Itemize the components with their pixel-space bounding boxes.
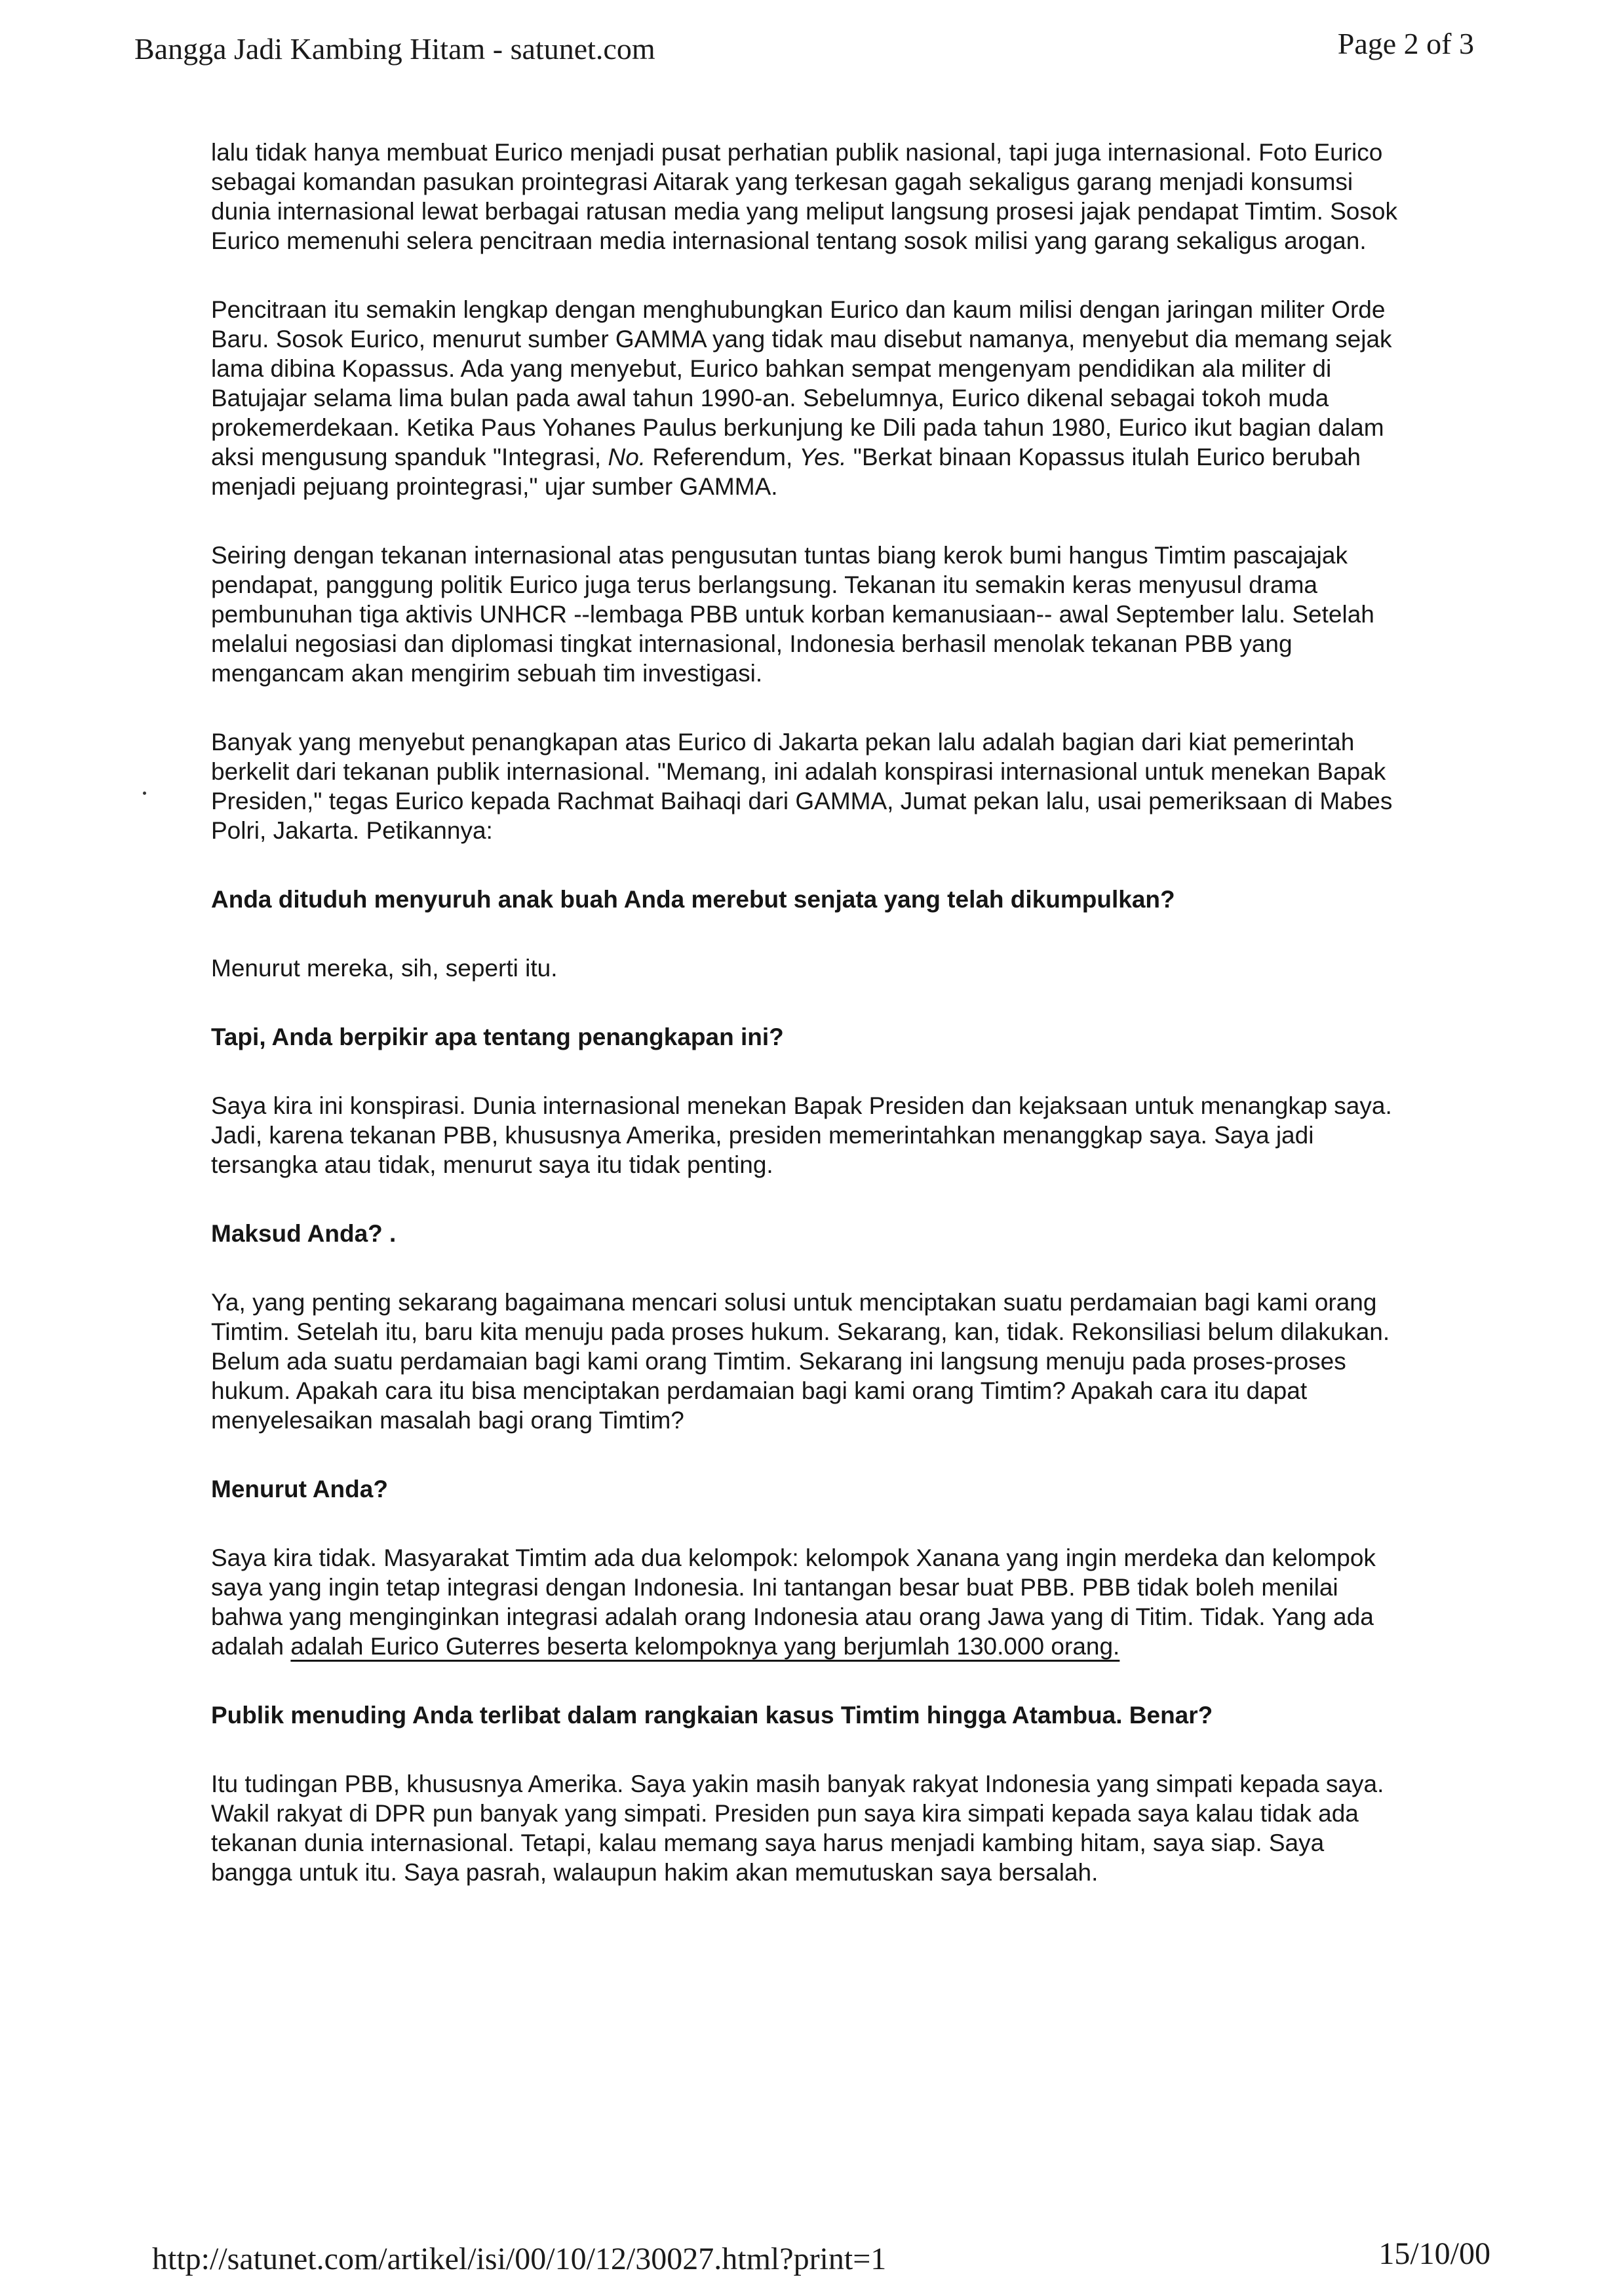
scan-speck: [143, 792, 146, 795]
article-body: [211, 138, 1397, 1887]
header-title: Bangga Jadi Kambing Hitam - satunet.com: [134, 32, 655, 66]
paragraph-2-yes: Yes.: [799, 444, 847, 470]
answer-2: Saya kira ini konspirasi. Dunia internasional menekan Bapak Presiden dan kejaksaan untuk menangkap saya. Jadi, karena tekanan PBB, khususnya Amerika, presiden memerintahkan menanggkap saya. Saya jadi tersangka atau tidak, menurut saya itu tidak penting.: [211, 1092, 1392, 1178]
answer-3: Ya, yang penting sekarang bagaimana mencari solusi untuk menciptakan suatu perdamaian bagi kami orang Timtim. Setelah itu, baru kita menuju pada proses hukum. Sekarang, kan, tidak. Rekonsiliasi belum dilakukan. Belum ada suatu perdamaian bagi kami orang Timtim. Sekarang ini langsung menuju pada proses-proses hukum. Apakah cara itu bisa menciptakan perdamaian bagi kami orang Timtim? Apakah cara itu dapat menyelesaikan masalah bagi orang Timtim?: [211, 1289, 1390, 1434]
question-5: Publik menuding Anda terlibat dalam rangkaian kasus Timtim hingga Atambua. Benar?: [211, 1702, 1213, 1729]
question-3: Maksud Anda? .: [211, 1220, 397, 1247]
answer-4: [211, 1543, 1397, 1661]
paragraph-2-text-c: "Berkat binaan Kopassus itulah Eurico berubah menjadi pejuang prointegrasi," ujar sumber GAMMA.: [211, 444, 1361, 500]
question-1: Anda dituduh menyuruh anak buah Anda merebut senjata yang telah dikumpulkan?: [211, 886, 1175, 913]
question-4: Menurut Anda?: [211, 1476, 388, 1502]
footer-date: 15/10/00: [1378, 2236, 1490, 2271]
footer-url: http://satunet.com/artikel/isi/00/10/12/30027.html?print=1: [152, 2242, 887, 2276]
paragraph-4: Banyak yang menyebut penangkapan atas Eurico di Jakarta pekan lalu adalah bagian dari kiat pemerintah berkelit dari tekanan publik internasional. "Memang, ini adalah konspirasi internasional untuk menekan Bapak Presiden," tegas Eurico kepada Rachmat Baihaqi dari GAMMA, Jumat pekan lalu, usai pemeriksaan di Mabes Polri, Jakarta. Petikannya:: [211, 729, 1393, 844]
question-2: Tapi, Anda berpikir apa tentang penangkapan ini?: [211, 1024, 784, 1050]
paragraph-2: [211, 295, 1397, 501]
answer-4-handwritten-underline: adalah Eurico Guterres beserta kelompoknya yang berjumlah 130.000 orang.: [290, 1633, 1120, 1660]
paragraph-2-text-b: Referendum,: [646, 444, 800, 470]
paragraph-1: lalu tidak hanya membuat Eurico menjadi pusat perhatian publik nasional, tapi juga internasional. Foto Eurico sebagai komandan pasukan prointegrasi Aitarak yang terkesan gagah sekaligus garang menjadi konsumsi dunia internasional lewat berbagai ratusan media yang meliput langsung prosesi jajak pendapat Timtim. Sosok Eurico memenuhi selera pencitraan media internasional tentang sosok milisi yang garang sekaligus arogan.: [211, 139, 1397, 254]
answer-4-text: Saya kira tidak. Masyarakat Timtim ada dua kelompok: kelompok Xanana yang ingin merdeka dan kelompok saya yang ingin tetap integrasi dengan Indonesia. Ini tantangan besar buat PBB. PBB tidak boleh menilai bahwa yang menginginkan integrasi adalah orang Indonesia atau orang Jawa yang di Titim. Tidak. Yang ada adalah: [211, 1544, 1376, 1660]
answer-5: Itu tudingan PBB, khususnya Amerika. Saya yakin masih banyak rakyat Indonesia yang simpati kepada saya. Wakil rakyat di DPR pun banyak yang simpati. Presiden pun saya kira simpati kepada saya kalau tidak ada tekanan dunia internasional. Tetapi, kalau memang saya harus menjadi kambing hitam, saya siap. Saya bangga untuk itu. Saya pasrah, walaupun hakim akan memutuskan saya bersalah.: [211, 1770, 1384, 1886]
paragraph-2-no: No.: [608, 444, 646, 470]
page-number: Page 2 of 3: [1337, 27, 1474, 60]
answer-1: Menurut mereka, sih, seperti itu.: [211, 955, 558, 982]
paragraph-2-text-a: Pencitraan itu semakin lengkap dengan menghubungkan Eurico dan kaum milisi dengan jaringan militer Orde Baru. Sosok Eurico, menurut sumber GAMMA yang tidak mau disebut namanya, menyebut dia memang sejak lama dibina Kopassus. Ada yang menyebut, Eurico bahkan sempat mengenyam pendidikan ala militer di Batujajar selama lima bulan pada awal tahun 1990-an. Sebelumnya, Eurico dikenal sebagai tokoh muda prokemerdekaan. Ketika Paus Yohanes Paulus berkunjung ke Dili pada tahun 1980, Eurico ikut bagian dalam aksi mengusung spanduk "Integrasi,: [211, 296, 1392, 470]
paragraph-3: Seiring dengan tekanan internasional atas pengusutan tuntas biang kerok bumi hangus Timtim pascajajak pendapat, panggung politik Eurico juga terus berlangsung. Tekanan itu semakin keras menyusul drama pembunuhan tiga aktivis UNHCR --lembaga PBB untuk korban kemanusiaan-- awal September lalu. Setelah melalui negosiasi dan diplomasi tingkat internasional, Indonesia berhasil menolak tekanan PBB yang mengancam akan mengirim sebuah tim investigasi.: [211, 542, 1374, 687]
